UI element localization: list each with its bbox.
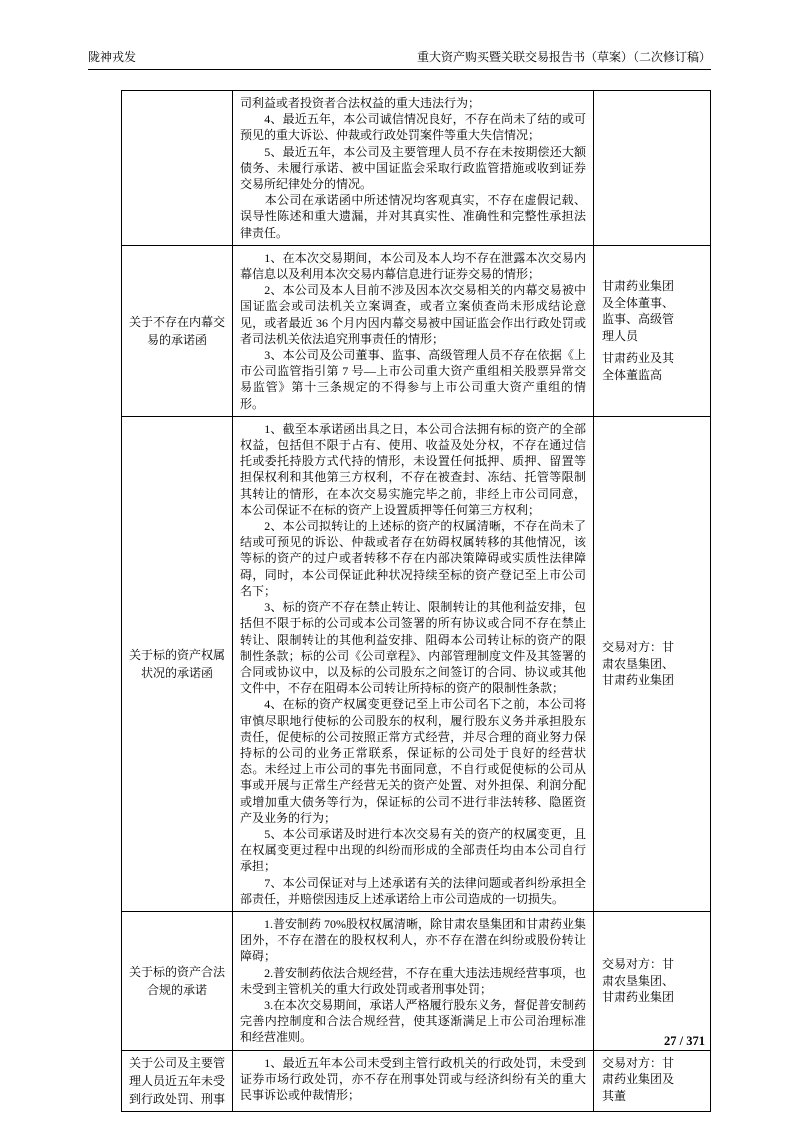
- row-party-cell: [593, 91, 710, 245]
- paragraph: 3、标的资产不存在禁止转让、限制转让的其他利益安排，包括但不限于标的公司或本公司签署的所有协议或合同不存在禁止转让、限制转让的其他利益安排、阻碍本公司转让标的资产的限制性条款；标的公司《公司章程》、内部管理制度文件及其签署的合同或协议中，以及标的公司股东之间签订的合同、协议或其他文件中，不存在阻碍本公司转让所持标的资产的限制性条款；: [240, 600, 586, 696]
- row-content-cell: [233, 1051, 593, 1111]
- party-text: 交易对方：甘肃药业集团及其董: [602, 1055, 675, 1103]
- commitments-table: [121, 90, 711, 1112]
- row-label-cell: [122, 91, 233, 245]
- paragraph: 1、在本次交易期间，本公司及本人均不存在泄露本次交易内幕信息以及利用本次交易内幕信息进行证券交易的情形；: [240, 250, 586, 282]
- paragraph: 1、最近五年本公司未受到主管行政机关的行政处罚，未受到证券市场行政处罚，亦不存在刑事处罚或与经济纠纷有关的重大民事诉讼或仲裁情形；: [240, 1055, 586, 1102]
- row-label-cell: 关于标的资产权属状况的承诺函: [122, 417, 233, 911]
- table-row: [122, 91, 710, 245]
- table-row: [122, 245, 710, 416]
- paragraph: 5、本公司承诺及时进行本次交易有关的资产的权属变更，且在权属变更过程中出现的纠纷而形成的全部责任均由本公司自行承担；: [240, 826, 586, 874]
- row-label-cell: 关于标的资产合法合规的承诺: [122, 912, 233, 1050]
- paragraph: 1、截至本承诺函出具之日，本公司合法拥有标的资产的全部权益，包括但不限于占有、使用、收益及处分权，不存在通过信托或委托持股方式代持的情形，未设置任何抵押、质押、留置等担保权利和其他第三方权利，不存在被查封、冻结、托管等限制其转让的情形，在本次交易实施完毕之前，非经上市公司同意，本公司保证不在标的资产上设置质押等任何第三方权利；: [240, 421, 586, 517]
- paragraph: 4、最近五年，本公司诚信情况良好，不存在尚未了结的或可预见的重大诉讼、仲裁或行政处罚案件等重大失信情况；: [240, 112, 586, 143]
- paragraph: 2、本公司拟转让的上述标的资产的权属清晰，不存在尚未了结或可预见的诉讼、仲裁或者存在妨碍权属转移的其他情况，该等标的资产的过户或者转移不存在内部决策障碍或实质性法律障碍，同时，本公司保证此种状况持续至标的资产登记至上市公司名下；: [240, 519, 586, 598]
- paragraph: 司利益或者投资者合法权益的重大违法行为；: [240, 96, 481, 110]
- table-row: [122, 911, 710, 1050]
- party-text: 交易对方：甘肃农垦集团、甘肃药业集团: [602, 640, 675, 688]
- row-content-cell: [233, 912, 593, 1050]
- paragraph: 2、本公司及本人目前不涉及因本次交易相关的内幕交易被中国证监会或司法机关立案调查，或者立案侦查尚未形成结论意见，或者最近 36 个月内因内幕交易被中国证监会作出行政处罚或者司法机关依法追究刑事责任的情形；: [240, 283, 586, 346]
- table-row: [122, 1050, 710, 1111]
- row-party-cell: [593, 1051, 710, 1111]
- paragraph: 3.在本次交易期间，承诺人严格履行股东义务，督促普安制药完善内控制度和合法合规经营，使其逐渐满足上市公司治理标准和经营准则。: [240, 997, 586, 1045]
- paragraph: 2.普安制药依法合规经营，不存在重大违法违规经营事项，也未受到主管机关的重大行政处罚或者刑事处罚；: [240, 965, 586, 996]
- paragraph: 1.普安制药 70%股权权属清晰，除甘肃农垦集团和甘肃药业集团外，不存在潜在的股权权利人，亦不存在潜在纠纷或股份转让障碍；: [240, 916, 586, 964]
- paragraph: 4、在标的资产权属变更登记至上市公司名下之前，本公司将审慎尽职地行使标的公司股东的权利，履行股东义务并承担股东责任，促使标的公司按照正常方式经营，并尽合理的商业努力保持标的公司的业务正常联系，保证标的公司处于良好的经营状态。未经过上市公司的事先书面同意，不自行或促使标的公司从事或开展与正常生产经营无关的资产处置、对外担保、利润分配或增加重大债务等行为，保证标的公司不进行非法转移、隐匿资产及业务的行为；: [240, 697, 586, 825]
- paragraph: 7、本公司保证对与上述承诺有关的法律问题或者纠纷承担全部责任，并赔偿因违反上述承诺给上市公司造成的一切损失。: [240, 875, 586, 906]
- table-row: [122, 416, 710, 911]
- row-content-cell: [233, 246, 593, 416]
- party-text: 交易对方：甘肃农垦集团、甘肃药业集团: [602, 957, 675, 1005]
- row-label-cell: 关于公司及主要管理人员近五年未受到行政处罚、刑事: [122, 1051, 233, 1111]
- row-party-cell: [593, 417, 710, 911]
- paragraph: 5、最近五年，本公司及主要管理人员不存在未按期偿还大额债务、未履行承诺、被中国证监会采取行政监管措施或收到证券交易所纪律处分的情况。: [240, 144, 586, 192]
- header-left-title: 陇神戎发: [88, 50, 137, 64]
- party-text: 甘肃药业集团及全体董事、监事、高级管理人员: [602, 279, 675, 343]
- row-content-cell: [233, 91, 593, 245]
- row-party-cell: [593, 246, 710, 416]
- paragraph: 本公司在承诺函中所述情况均客观真实，不存在虚假记载、误导性陈述和重大遗漏，并对其真实性、准确性和完整性承担法律责任。: [240, 193, 586, 240]
- header-right-title: 重大资产购买暨关联交易报告书（草案）（二次修订稿）: [416, 50, 711, 64]
- row-label-cell: 关于不存在内幕交易的承诺函: [122, 246, 233, 416]
- page-footer: [664, 1034, 705, 1049]
- page-header: [88, 50, 711, 70]
- paragraph: 3、本公司及公司董事、监事、高级管理人员不存在依据《上市公司监管指引第 7 号—上市公司重大资产重组相关股票异常交易监管》第十三条规定的不得参与上市公司重大资产重组的情形。: [240, 348, 586, 411]
- row-content-cell: [233, 417, 593, 911]
- page-number: 27 / 371: [664, 1034, 705, 1048]
- party-text: 甘肃药业及其全体董监高: [602, 351, 675, 382]
- row-party-cell: [593, 912, 710, 1050]
